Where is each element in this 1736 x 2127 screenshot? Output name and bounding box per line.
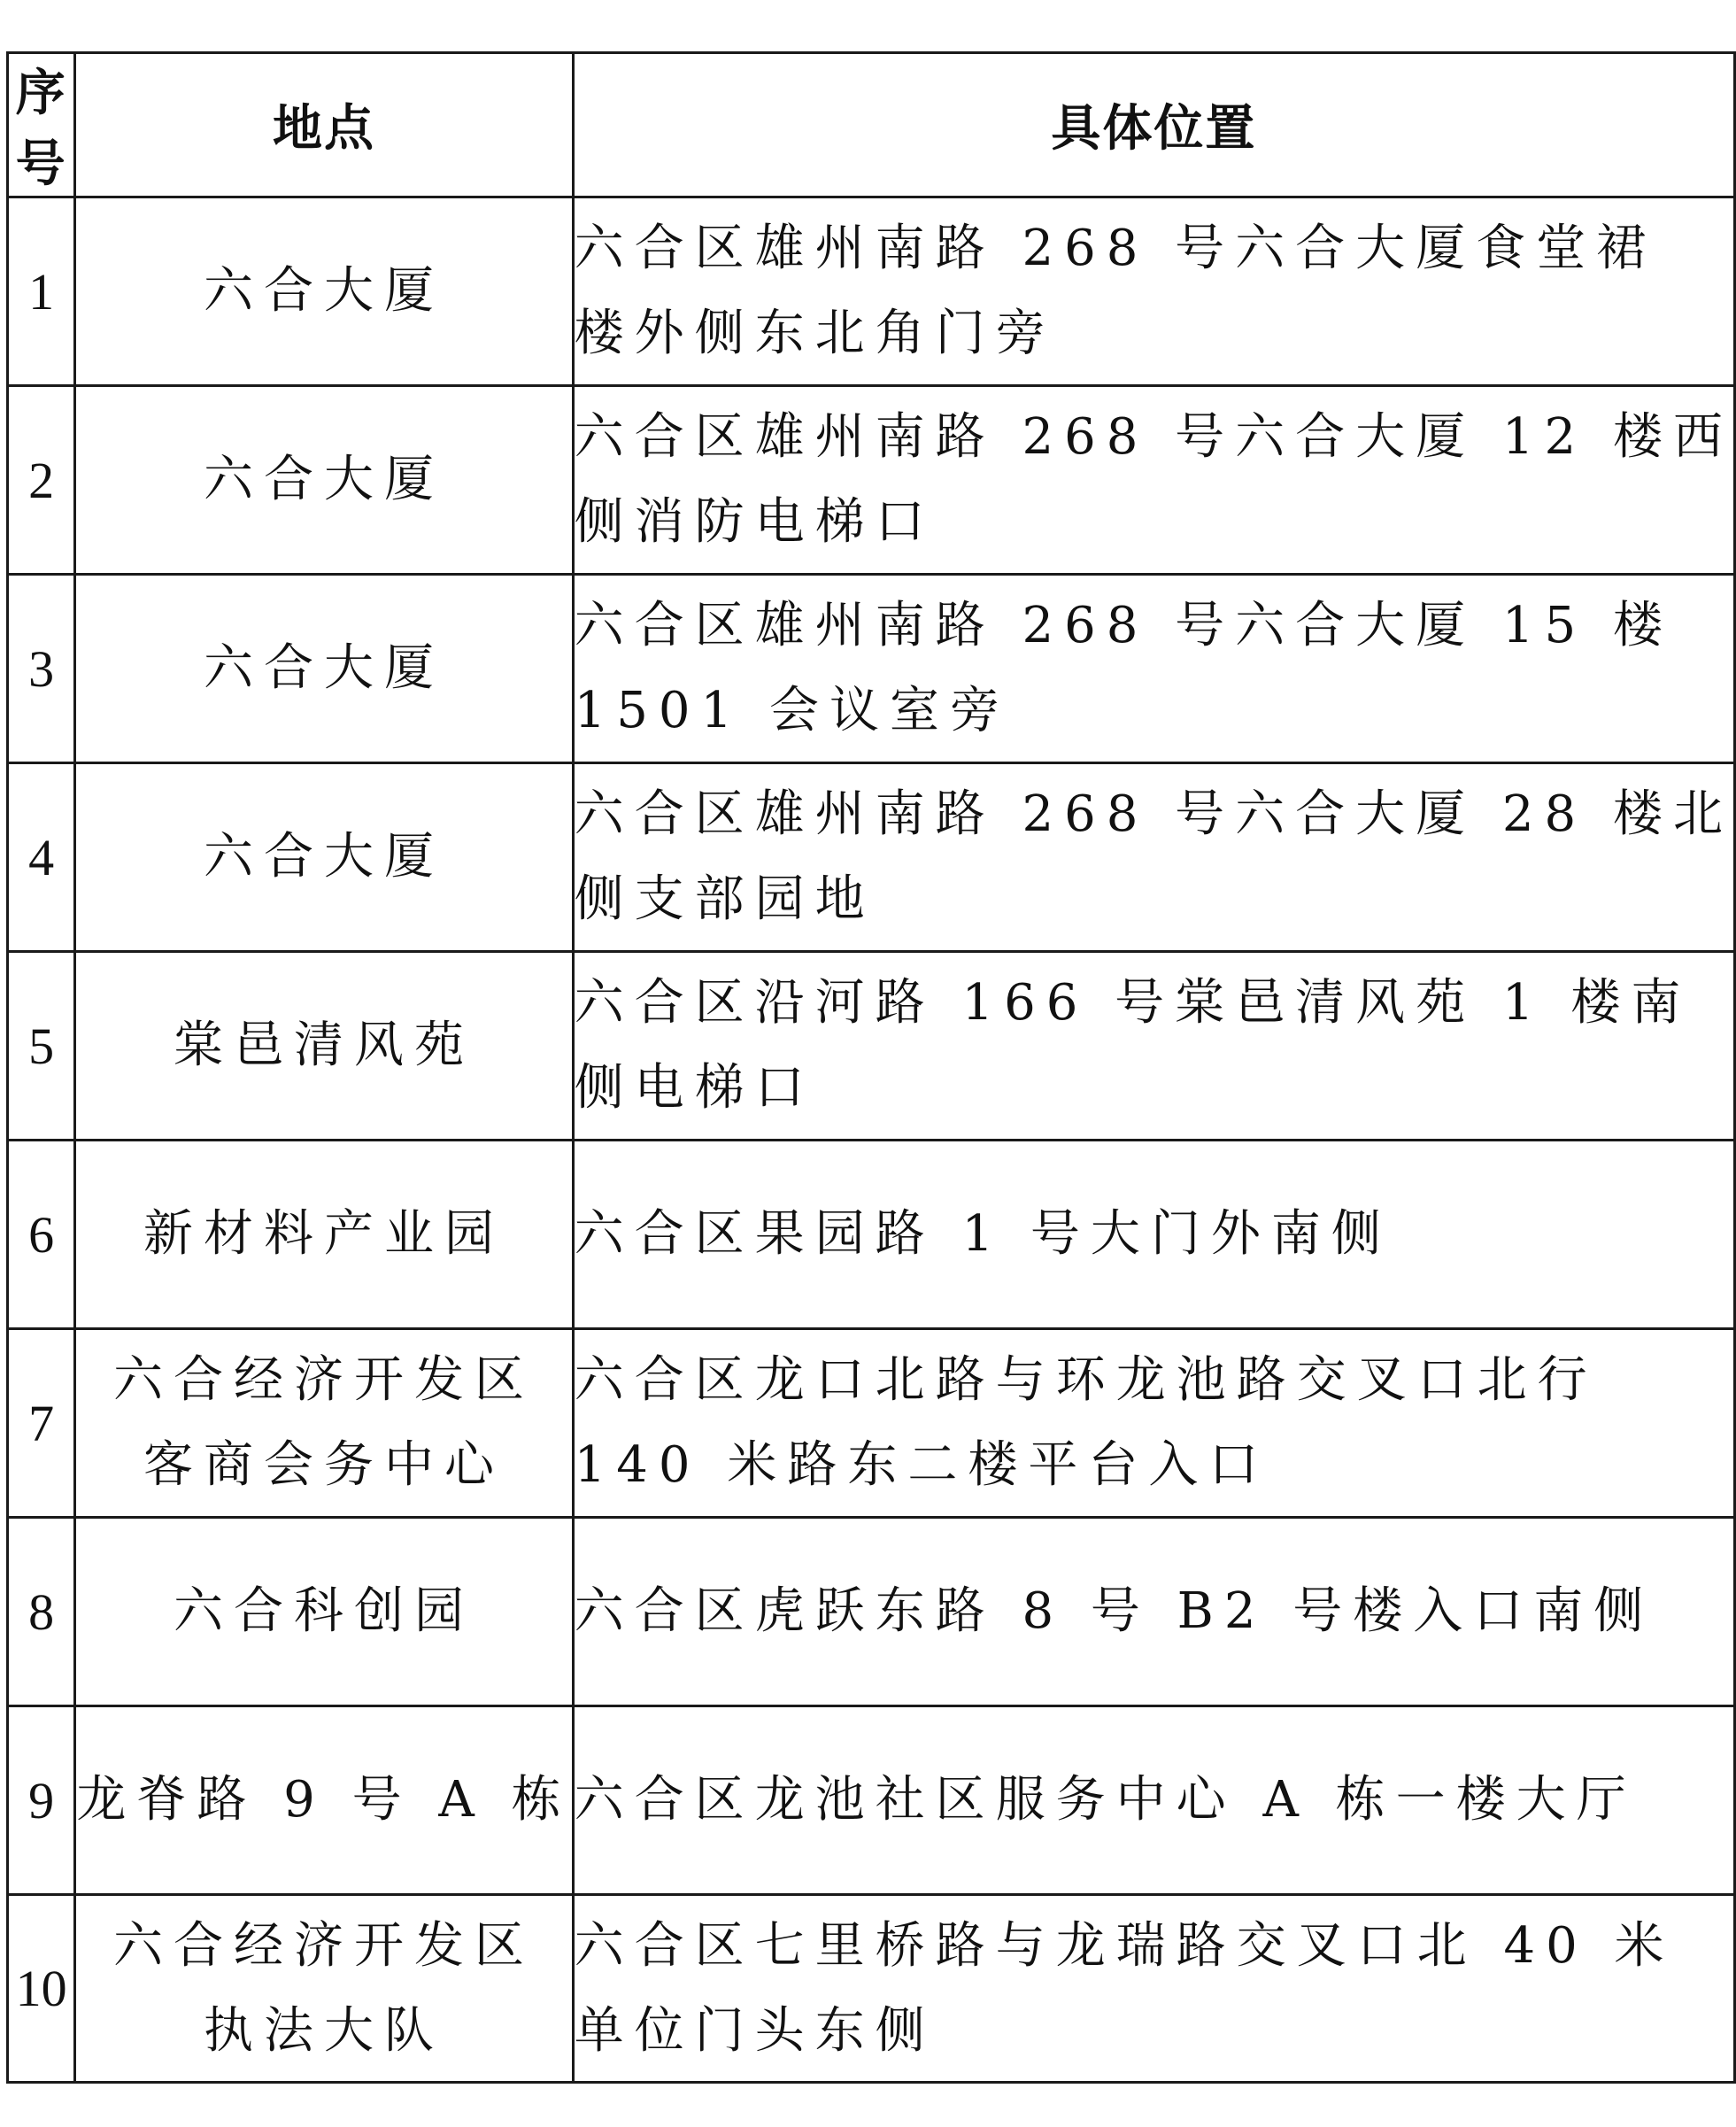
cell-place-line: 六合大厦 [204,639,444,697]
table-row [8,1141,1735,1329]
table-row [8,386,1735,575]
cell-place-line: 六合科创园 [174,1582,475,1640]
table-row [8,197,1735,386]
cell-place [75,1141,573,1329]
cell-place-line: 六合大厦 [204,828,444,886]
cell-no: 7 [8,1329,75,1518]
table-row [8,575,1735,763]
cell-place-line: 六合大厦 [204,451,444,508]
cell-place-line: 棠邑清风苑 [174,1017,475,1074]
cell-place-line: 执法大队 [204,2001,444,2060]
cell-detail-line: 侧支部园地 [574,870,876,928]
cell-place [75,386,573,575]
cell-no: 5 [8,952,75,1141]
cell-no: 4 [8,763,75,952]
cell-place-line: 六合大厦 [204,262,444,320]
cell-no: 8 [8,1518,75,1706]
cell-place-line: 龙脊路 9 号 A 栋 [76,1771,572,1829]
cell-place [75,1329,573,1518]
table-row [8,1518,1735,1706]
cell-place [75,1518,573,1706]
cell-place [75,952,573,1141]
cell-detail-line: 六合区果园路 1 号大门外南侧 [574,1205,1392,1263]
cell-no: 3 [8,575,75,763]
cell-detail-line: 六合区雄州南路 268 号六合大厦 12 楼西 [574,408,1733,466]
cell-detail [573,1518,1734,1706]
table-row [8,1329,1735,1518]
cell-no: 6 [8,1141,75,1329]
cell-place-line: 六合经济开发区 [113,1916,535,1975]
cell-detail-line: 单位门头东侧 [574,2001,936,2060]
locations-table [6,51,1736,2084]
cell-detail [573,952,1734,1141]
document-sheet [6,51,1736,2084]
cell-place [75,763,573,952]
cell-no: 10 [8,1895,75,2083]
cell-place [75,1706,573,1895]
cell-detail-line: 六合区龙口北路与环龙池路交叉口北行 [574,1351,1598,1409]
table-row [8,763,1735,952]
table-row [8,1706,1735,1895]
table-header-row [8,53,1735,197]
cell-detail-line: 六合区七里桥路与龙瑞路交叉口北 40 米 [574,1916,1675,1975]
cell-detail-line: 六合区龙池社区服务中心 A 栋一楼大厅 [574,1771,1637,1829]
cell-no: 1 [8,197,75,386]
cell-place [75,575,573,763]
header-no: 序号 [8,53,75,197]
cell-detail [573,197,1734,386]
cell-place [75,1895,573,2083]
cell-detail [573,1329,1734,1518]
cell-detail [573,1895,1734,2083]
cell-detail-line: 六合区虎跃东路 8 号 B2 号楼入口南侧 [574,1582,1655,1640]
cell-detail [573,575,1734,763]
table-row [8,952,1735,1141]
cell-place [75,197,573,386]
cell-place-line: 客商会务中心 [143,1436,505,1494]
cell-detail-line: 侧电梯口 [574,1059,815,1117]
cell-detail-line: 140 米路东二楼平台入口 [574,1436,1269,1494]
header-place: 地点 [75,53,573,197]
cell-detail [573,1141,1734,1329]
cell-detail-line: 六合区沿河路 166 号棠邑清风苑 1 楼南 [574,974,1692,1032]
cell-no: 9 [8,1706,75,1895]
cell-detail [573,386,1734,575]
cell-no: 2 [8,386,75,575]
cell-detail [573,763,1734,952]
cell-detail-line: 六合区雄州南路 268 号六合大厦 15 楼 [574,597,1673,654]
cell-detail-line: 六合区雄州南路 268 号六合大厦食堂裙 [574,220,1657,277]
cell-detail-line: 1501 会议室旁 [574,682,1010,739]
cell-detail-line: 六合区雄州南路 268 号六合大厦 28 楼北 [574,785,1733,843]
header-detail: 具体位置 [573,53,1734,197]
cell-place-line: 新材料产业园 [143,1205,505,1263]
table-row [8,1895,1735,2083]
cell-detail [573,1706,1734,1895]
cell-detail-line: 侧消防电梯口 [574,493,936,551]
cell-place-line: 六合经济开发区 [113,1351,535,1409]
cell-detail-line: 楼外侧东北角门旁 [574,305,1056,362]
